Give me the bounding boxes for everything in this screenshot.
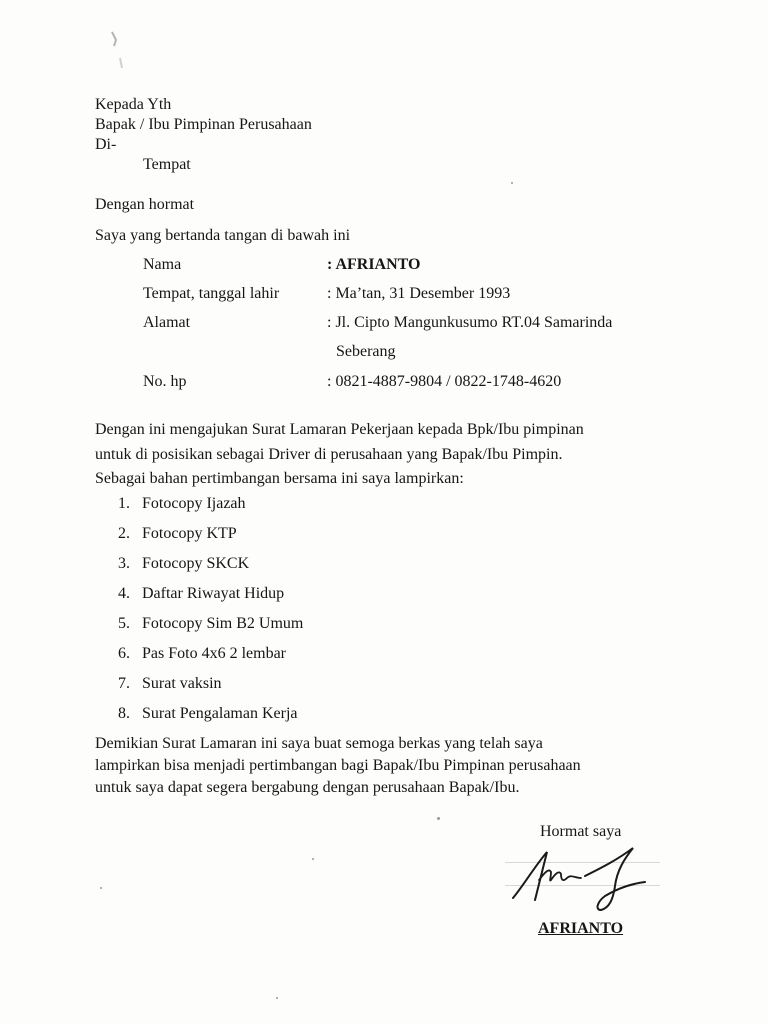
list-item-number: 7. (118, 675, 130, 692)
list-item-number: 5. (118, 615, 130, 632)
list-item: Fotocopy SKCK (142, 555, 250, 572)
list-item: Fotocopy KTP (142, 525, 237, 542)
closing-line: lampirkan bisa menjadi pertimbangan bagi Bapak/Ibu Pimpinan perusahaan (95, 757, 581, 774)
list-item: Surat vaksin (142, 675, 222, 692)
list-item-number: 8. (118, 705, 130, 722)
list-item-number: 2. (118, 525, 130, 542)
closing-line: Demikian Surat Lamaran ini saya buat semoga berkas yang telah saya (95, 735, 543, 752)
signoff-salutation: Hormat saya (540, 823, 622, 840)
list-item-number: 1. (118, 495, 130, 512)
identity-label: Nama (143, 256, 182, 273)
identity-value: : 0821-4887-9804 / 0822-1748-4620 (327, 373, 562, 390)
scan-speck (312, 858, 314, 860)
recipient-line: Bapak / Ibu Pimpinan Perusahaan (95, 116, 312, 133)
list-item-number: 3. (118, 555, 130, 572)
scan-speck (437, 817, 440, 820)
body-line: Sebagai bahan pertimbangan bersama ini saya lampirkan: (95, 470, 464, 487)
scan-speck (100, 887, 102, 889)
list-item: Daftar Riwayat Hidup (142, 585, 285, 602)
recipient-line: Kepada Yth (95, 96, 172, 113)
identity-value-name: : AFRIANTO (327, 256, 421, 273)
greeting: Dengan hormat (95, 196, 195, 213)
closing-line: untuk saya dapat segera bergabung dengan perusahaan Bapak/Ibu. (95, 779, 520, 796)
identity-label: No. hp (143, 373, 187, 390)
identity-label: Alamat (143, 314, 191, 331)
identity-value: : Ma’tan, 31 Desember 1993 (327, 285, 511, 302)
identity-label: Tempat, tanggal lahir (143, 285, 280, 302)
signoff-name: AFRIANTO (538, 920, 624, 937)
body-line: untuk di posisikan sebagai Driver di perusahaan yang Bapak/Ibu Pimpin. (95, 446, 563, 463)
body-line: Dengan ini mengajukan Surat Lamaran Pekerjaan kepada Bpk/Ibu pimpinan (95, 421, 584, 438)
recipient-line: Tempat (143, 156, 191, 173)
intro-text: Saya yang bertanda tangan di bawah ini (95, 227, 351, 244)
scan-speck (276, 997, 278, 999)
signature-image (505, 838, 665, 918)
identity-value: Seberang (336, 343, 396, 360)
scan-speck (511, 182, 513, 184)
list-item-number: 4. (118, 585, 130, 602)
list-item-number: 6. (118, 645, 130, 662)
scan-mark (100, 28, 140, 78)
list-item: Surat Pengalaman Kerja (142, 705, 298, 722)
list-item: Pas Foto 4x6 2 lembar (142, 645, 286, 662)
list-item: Fotocopy Ijazah (142, 495, 246, 512)
identity-value: : Jl. Cipto Mangunkusumo RT.04 Samarinda (327, 314, 613, 331)
recipient-line: Di- (95, 136, 117, 153)
list-item: Fotocopy Sim B2 Umum (142, 615, 304, 632)
